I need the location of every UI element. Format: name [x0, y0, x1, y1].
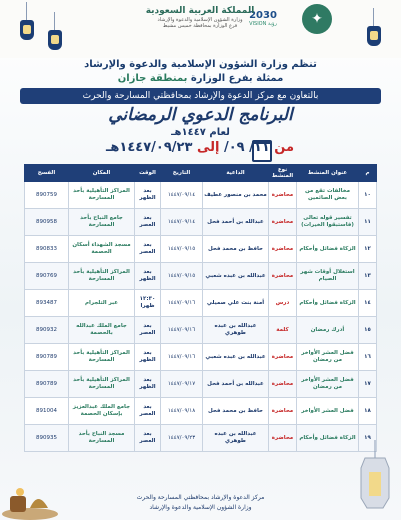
table-row — [25, 425, 377, 452]
cell-place: عبر التلجرام — [69, 290, 135, 317]
cell-perm: 890769 — [25, 263, 69, 290]
ministry-name-block — [110, 6, 290, 29]
cell-num: ١٢ — [359, 236, 377, 263]
cell-type: درس — [269, 290, 297, 317]
col-header-time: الوقت — [135, 165, 161, 182]
cell-num: ١١ — [359, 209, 377, 236]
cell-type: محاضرة — [269, 182, 297, 209]
cell-date: ١٤٤٧/٠٩/١٧ — [161, 371, 203, 398]
cell-date: ١٤٤٧/٠٩/١٤ — [161, 182, 203, 209]
cell-place: المراكز التأهيلية بأحد المسارحة — [69, 344, 135, 371]
cell-type: محاضرة — [269, 263, 297, 290]
lantern-icon — [367, 26, 381, 46]
cell-speaker: عبدالله بن أحمد فحل — [203, 209, 269, 236]
table-row — [25, 398, 377, 425]
cell-perm: 890759 — [25, 182, 69, 209]
cell-place: المراكز التأهيلية بأحد المسارحة — [69, 371, 135, 398]
cell-date: ١٤٤٧/٠٩/١٨ — [161, 398, 203, 425]
date-to-label: إلى — [196, 140, 220, 155]
table-row — [25, 371, 377, 398]
cell-place: المراكز التأهيلية بأحد المسارحة — [69, 182, 135, 209]
cell-place: جامع الملك عبدالله بالحصمة — [69, 317, 135, 344]
cell-speaker: محمد بن منصور عطيف — [203, 182, 269, 209]
cell-title: الزكاة فضائل وأحكام — [297, 425, 359, 452]
vision-label: VISION رؤية — [249, 21, 277, 27]
cell-date: ١٤٤٧/٠٩/١٥ — [161, 236, 203, 263]
cell-num: ١٧ — [359, 371, 377, 398]
vision-year: 2030 — [249, 10, 277, 21]
cell-title: تفسير قوله تعالى (فاستبقوا الخيرات) — [297, 209, 359, 236]
cell-time: بعد العصر — [135, 209, 161, 236]
cell-time: بعد العصر — [135, 236, 161, 263]
cell-date: ١٤٤٧/٠٩/١٦ — [161, 290, 203, 317]
cell-title: استغلال أوقات شهر الصيام — [297, 263, 359, 290]
cell-title: أدرك رمضان — [297, 317, 359, 344]
cell-perm: 890932 — [25, 317, 69, 344]
cell-speaker: عبدالله بن عبده شعبي — [203, 344, 269, 371]
cell-type: محاضرة — [269, 371, 297, 398]
cell-title: فضل العشر الأواخر — [297, 398, 359, 425]
col-header-place: المكان — [69, 165, 135, 182]
cell-place: المراكز التأهيلية بأحد المسارحة — [69, 263, 135, 290]
cell-num: ١٣ — [359, 263, 377, 290]
cell-speaker: عبدالله بن عبده طوهري — [203, 317, 269, 344]
col-header-title: عنوان المنشط — [297, 165, 359, 182]
footer-line2: وزارة الشؤون الإسلامية والدعوة والإرشاد — [149, 504, 252, 511]
cell-date: ١٤٤٧/٠٩/١٤ — [161, 209, 203, 236]
cell-title: فضل العشر الأواخر من رمضان — [297, 344, 359, 371]
cell-title: مخالفات تقع من بعض الصائمين — [297, 182, 359, 209]
cell-time: بعد الظهر — [135, 371, 161, 398]
cell-perm: 891004 — [25, 398, 69, 425]
cell-time: بعد الظهر — [135, 263, 161, 290]
cell-date: ١٤٤٧/٠٩/٢٣ — [161, 425, 203, 452]
table-row — [25, 290, 377, 317]
table-row — [25, 236, 377, 263]
header-banner — [0, 0, 401, 58]
cell-date: ١٤٤٧/٠٩/١٦ — [161, 344, 203, 371]
cell-perm: 890833 — [25, 236, 69, 263]
cell-title: الزكاة فضائل وأحكام — [297, 236, 359, 263]
cell-time: ١٢:٣٠ ظهرا — [135, 290, 161, 317]
cell-perm: 890958 — [25, 209, 69, 236]
ministry-name: المملكة العربية السعودية — [145, 6, 255, 16]
emblem-icon: ✦ — [302, 4, 332, 34]
cell-num: ١٤ — [359, 290, 377, 317]
cell-place: جامع النباح بأحد المسارحة — [69, 209, 135, 236]
table-row — [25, 209, 377, 236]
cell-speaker: حافظ بن محمد فحل — [203, 398, 269, 425]
lantern-icon — [20, 20, 34, 40]
cell-perm: 890789 — [25, 344, 69, 371]
date-range — [80, 140, 320, 160]
cell-perm: 890789 — [25, 371, 69, 398]
table-row — [25, 263, 377, 290]
cell-place: مسجد الشهداء أسكان الحصمة — [69, 236, 135, 263]
cell-speaker: عبدالله بن عبده شعبي — [203, 263, 269, 290]
cell-speaker: عبدالله بن عبده طوهري — [203, 425, 269, 452]
cell-time: بعد العصر — [135, 425, 161, 452]
cell-date: ١٤٤٧/٠٩/١٦ — [161, 317, 203, 344]
cell-place: جامع الملك عبدالعزيز بإسكان الحصمة — [69, 398, 135, 425]
cell-date: ١٤٤٧/٠٩/١٥ — [161, 263, 203, 290]
cell-num: ١٦ — [359, 344, 377, 371]
cell-type: محاضرة — [269, 425, 297, 452]
lantern-icon — [48, 30, 62, 50]
cell-num: ١٥ — [359, 317, 377, 344]
ministry-line3: فرع الوزارة بمحافظة خميس مشيط — [162, 23, 238, 29]
col-header-num: م — [359, 165, 377, 182]
cell-speaker: عبدالله بن أحمد فحل — [203, 371, 269, 398]
cell-type: محاضرة — [269, 398, 297, 425]
cell-num: ١٨ — [359, 398, 377, 425]
col-header-perm: الفسح — [25, 165, 69, 182]
cell-speaker: حافظ بن محمد فحل — [203, 236, 269, 263]
col-header-type: نوع المنشط — [269, 165, 297, 182]
cell-perm: 893487 — [25, 290, 69, 317]
cell-type: محاضرة — [269, 236, 297, 263]
cell-type: محاضرة — [269, 344, 297, 371]
program-year: لعام ١٤٤٧هـ — [171, 127, 230, 138]
date-from-label: من — [274, 140, 295, 155]
cell-type: كلمة — [269, 317, 297, 344]
program-title: البرنامج الدعوي الرمضاني — [108, 105, 293, 125]
org-line2 — [0, 73, 401, 84]
table-row — [25, 182, 377, 209]
col-header-speaker: الداعية — [203, 165, 269, 182]
cell-place: مسجد النباح بأحد المسارحة — [69, 425, 135, 452]
cell-type: محاضرة — [269, 209, 297, 236]
cell-title: فضل العشر الأواخر من رمضان — [297, 371, 359, 398]
footer-line1: مركز الدعوة والإرشاد بمحافظتي المسارحة والحرث — [136, 494, 265, 501]
cell-title: الزكاة فضائل وأحكام — [297, 290, 359, 317]
cell-time: بعد الظهر — [135, 182, 161, 209]
cell-speaker: أمنة بنت علي صميلي — [203, 290, 269, 317]
cell-time: بعد الظهر — [135, 344, 161, 371]
org-line1: تنظم وزارة الشؤون الإسلامية والدعوة والإرشاد — [84, 59, 317, 70]
cell-num: ١٩ — [359, 425, 377, 452]
org-line2-a: ممثلة بفرع الوزارة — [190, 73, 284, 84]
table-row — [25, 317, 377, 344]
date-to: ١٤٤٧/٠٩/٢٣هـ — [105, 140, 193, 155]
schedule-table — [24, 164, 377, 452]
table-row — [25, 344, 377, 371]
ministry-line2: وزارة الشؤون الإسلامية والدعوة والإرشاد — [157, 17, 243, 23]
table-header-row — [25, 165, 377, 182]
org-line2-b: بمنطقة جازان — [117, 73, 188, 84]
cell-perm: 890935 — [25, 425, 69, 452]
col-header-date: التاريخ — [161, 165, 203, 182]
date-from: ١١/ ٠٩/ — [223, 140, 270, 155]
coop-bar: بالتعاون مع مركز الدعوة والإرشاد بمحافظتي المسارحة والحرث — [20, 88, 381, 104]
cell-num: ١٠ — [359, 182, 377, 209]
cell-time: بعد العصر — [135, 398, 161, 425]
cell-time: بعد العصر — [135, 317, 161, 344]
